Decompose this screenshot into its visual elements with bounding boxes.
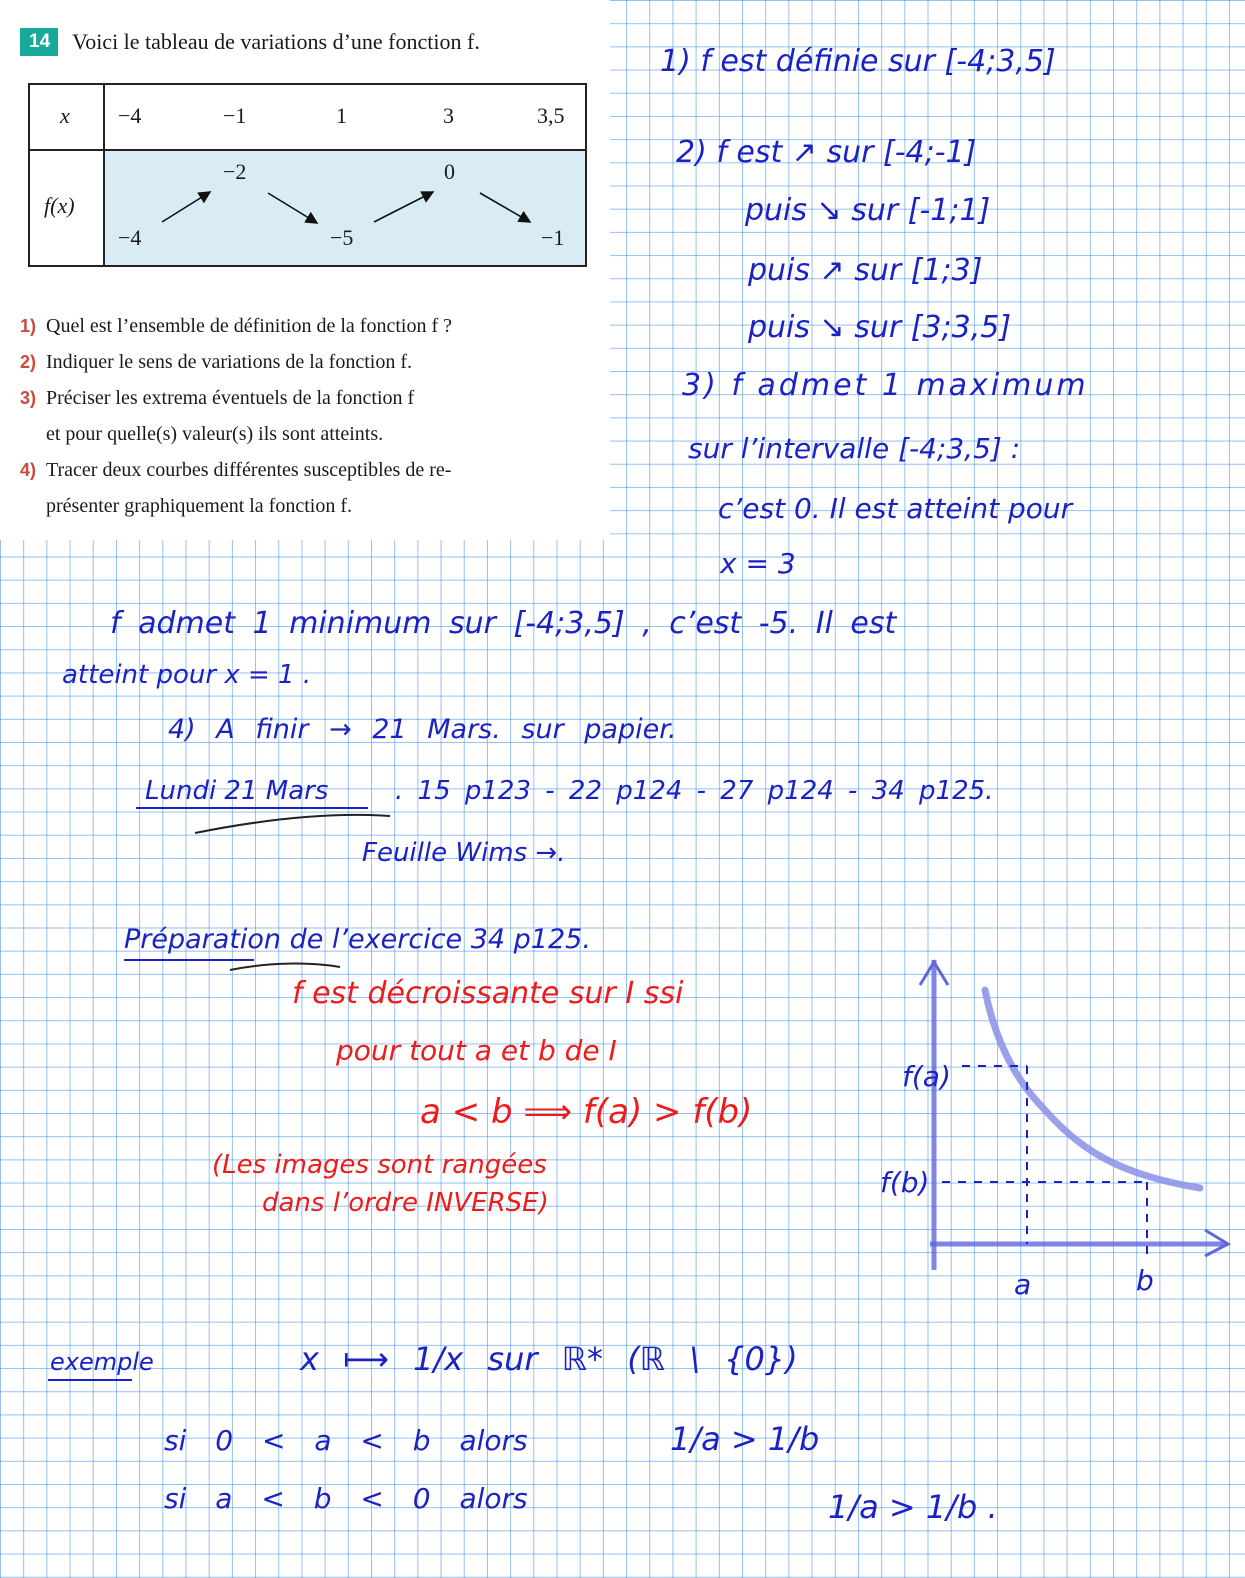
x-value: 3 [443, 103, 454, 128]
question-text: et pour quelle(s) valeur(s) ils sont atteints. [46, 423, 384, 445]
decreasing-curve [985, 990, 1200, 1188]
example-result: 1/a > 1/b [670, 1420, 820, 1458]
f-value: −2 [223, 159, 247, 184]
f-value: −4 [118, 225, 142, 250]
answer-2-line: puis ↘ sur [3;3,5] [748, 310, 1012, 345]
homework-list: . 15 p123 - 22 p124 - 27 p124 - 34 p125. [395, 776, 994, 806]
underline [230, 964, 340, 970]
question-number: 4) [20, 460, 37, 480]
graph-label-fa: f(a) [902, 1060, 951, 1093]
answer-3-line: x = 3 [720, 547, 796, 580]
example-result: 1/a > 1/b . [828, 1488, 998, 1526]
minimum-line: f admet 1 minimum sur [-4;3,5] , c’est -5. Il est [110, 606, 897, 641]
example-case: si a < b < 0 alors [164, 1482, 528, 1515]
f-value: 0 [444, 159, 455, 184]
example-case: si 0 < a < b alors [164, 1424, 528, 1457]
definition-line: a < b ⟹ f(a) > f(b) [420, 1092, 753, 1132]
x-value: 3,5 [537, 103, 565, 128]
table-fx-label: f(x) [44, 193, 75, 218]
worksheet-note: Feuille Wims →. [362, 838, 566, 868]
exercise-intro: Voici le tableau de variations d’une fonction f. [72, 29, 480, 54]
graph-label-a: a [1014, 1268, 1032, 1301]
example-function: x ⟼ 1/x sur ℝ* (ℝ \ {0}) [300, 1340, 798, 1378]
graph-label-b: b [1136, 1264, 1154, 1297]
f-value: −1 [541, 225, 565, 250]
definition-line: dans l’ordre INVERSE) [262, 1188, 549, 1218]
answer-2-line: puis ↗ sur [1;3] [748, 253, 983, 288]
example-label: exemple [50, 1348, 154, 1376]
definition-line: pour tout a et b de I [336, 1034, 617, 1067]
answer-3-line: c’est 0. Il est atteint pour [718, 492, 1073, 525]
table-x-label: x [60, 103, 70, 128]
underline [195, 815, 390, 833]
x-value: −4 [118, 103, 142, 128]
f-value: −5 [330, 225, 354, 250]
preparation-title: Préparation de l’exercice 34 p125. [124, 924, 591, 955]
answer-4: 4) A finir → 21 Mars. sur papier. [168, 714, 677, 745]
x-value: −1 [223, 103, 247, 128]
definition-line: f est décroissante sur I ssi [292, 976, 684, 1011]
answer-2-line: puis ↘ sur [-1;1] [745, 193, 991, 228]
exercise-number: 14 [20, 28, 58, 56]
question-text: Tracer deux courbes différentes susceptibles de re- [46, 459, 452, 481]
answer-2-line: 2) f est ↗ sur [-4;-1] [676, 135, 977, 170]
minimum-line: atteint pour x = 1 . [62, 660, 312, 690]
answer-3-line: sur l’intervalle [-4;3,5] : [688, 432, 1021, 465]
question-text: Préciser les extrema éventuels de la fonction f [46, 387, 415, 409]
question-text: Quel est l’ensemble de définition de la fonction f ? [46, 315, 452, 337]
question-number: 3) [20, 388, 37, 408]
x-value: 1 [336, 103, 347, 128]
question-text: présenter graphiquement la fonction f. [46, 495, 352, 517]
graph-label-fb: f(b) [880, 1166, 930, 1199]
question-number: 1) [20, 316, 37, 336]
homework-date: Lundi 21 Mars [145, 776, 329, 806]
definition-line: (Les images sont rangées [212, 1150, 547, 1180]
answer-1: 1) f est définie sur [-4;3,5] [660, 44, 1056, 79]
answer-3-line: 3) f admet 1 maximum [682, 368, 1089, 403]
question-number: 2) [20, 352, 37, 372]
question-text: Indiquer le sens de variations de la fonction f. [46, 351, 412, 373]
